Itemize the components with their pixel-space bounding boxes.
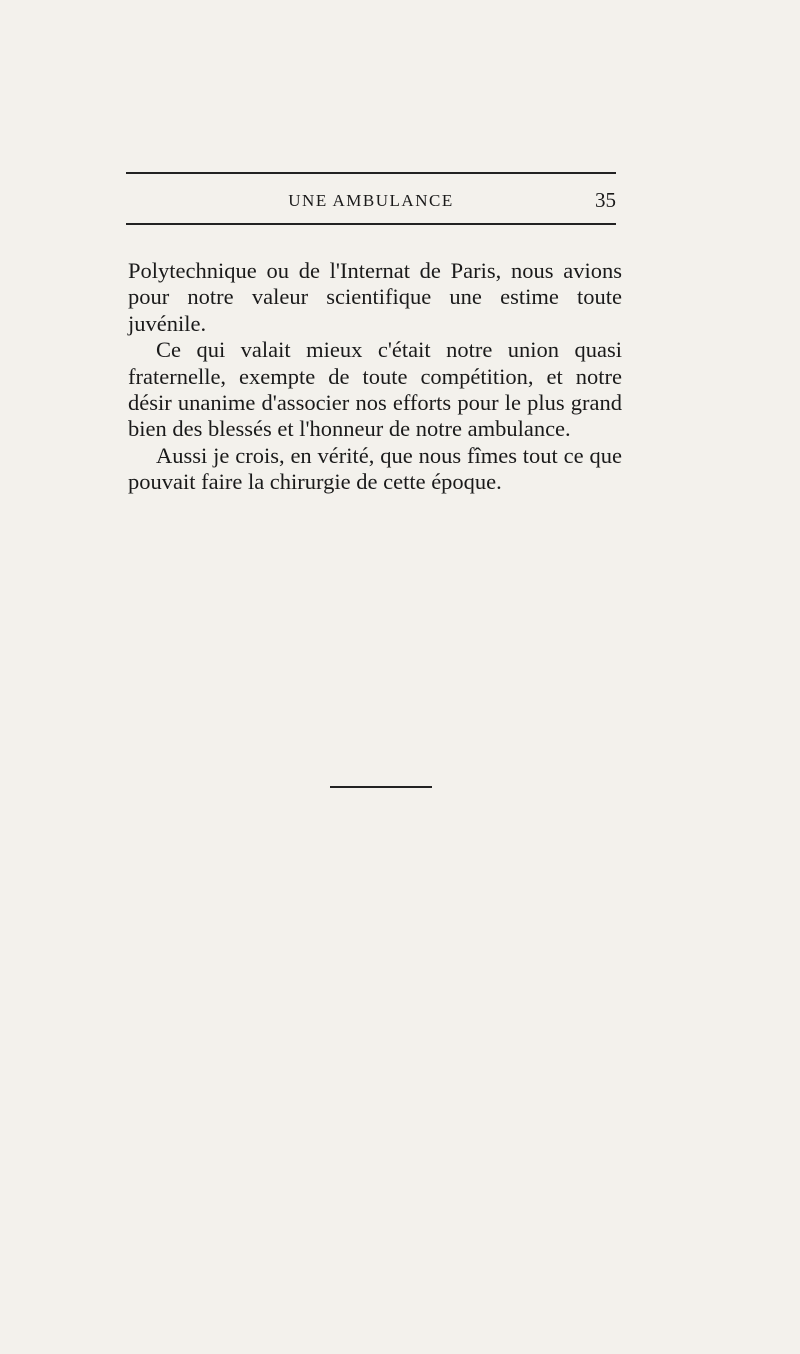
section-end-rule: [330, 786, 432, 788]
header-top-rule: [126, 172, 616, 174]
body-text: [128, 258, 622, 496]
page-number: 35: [595, 188, 616, 212]
paragraph: Polytechnique ou de l'Internat de Paris, nous avions pour notre valeur scientifique une estime toute juvénile.: [128, 258, 622, 336]
running-head: [126, 188, 616, 214]
paragraph: Ce qui valait mieux c'était notre union quasi fraternelle, exempte de toute compétition, et notre désir unanime d'associer nos efforts pour le plus grand bien des blessés et l'honneur de notre ambulance.: [128, 337, 622, 442]
header-bottom-rule: [126, 223, 616, 225]
running-head-title: UNE AMBULANCE: [288, 191, 454, 210]
paragraph: Aussi je crois, en vérité, que nous fîmes tout ce que pouvait faire la chirurgie de cette époque.: [128, 442, 622, 495]
